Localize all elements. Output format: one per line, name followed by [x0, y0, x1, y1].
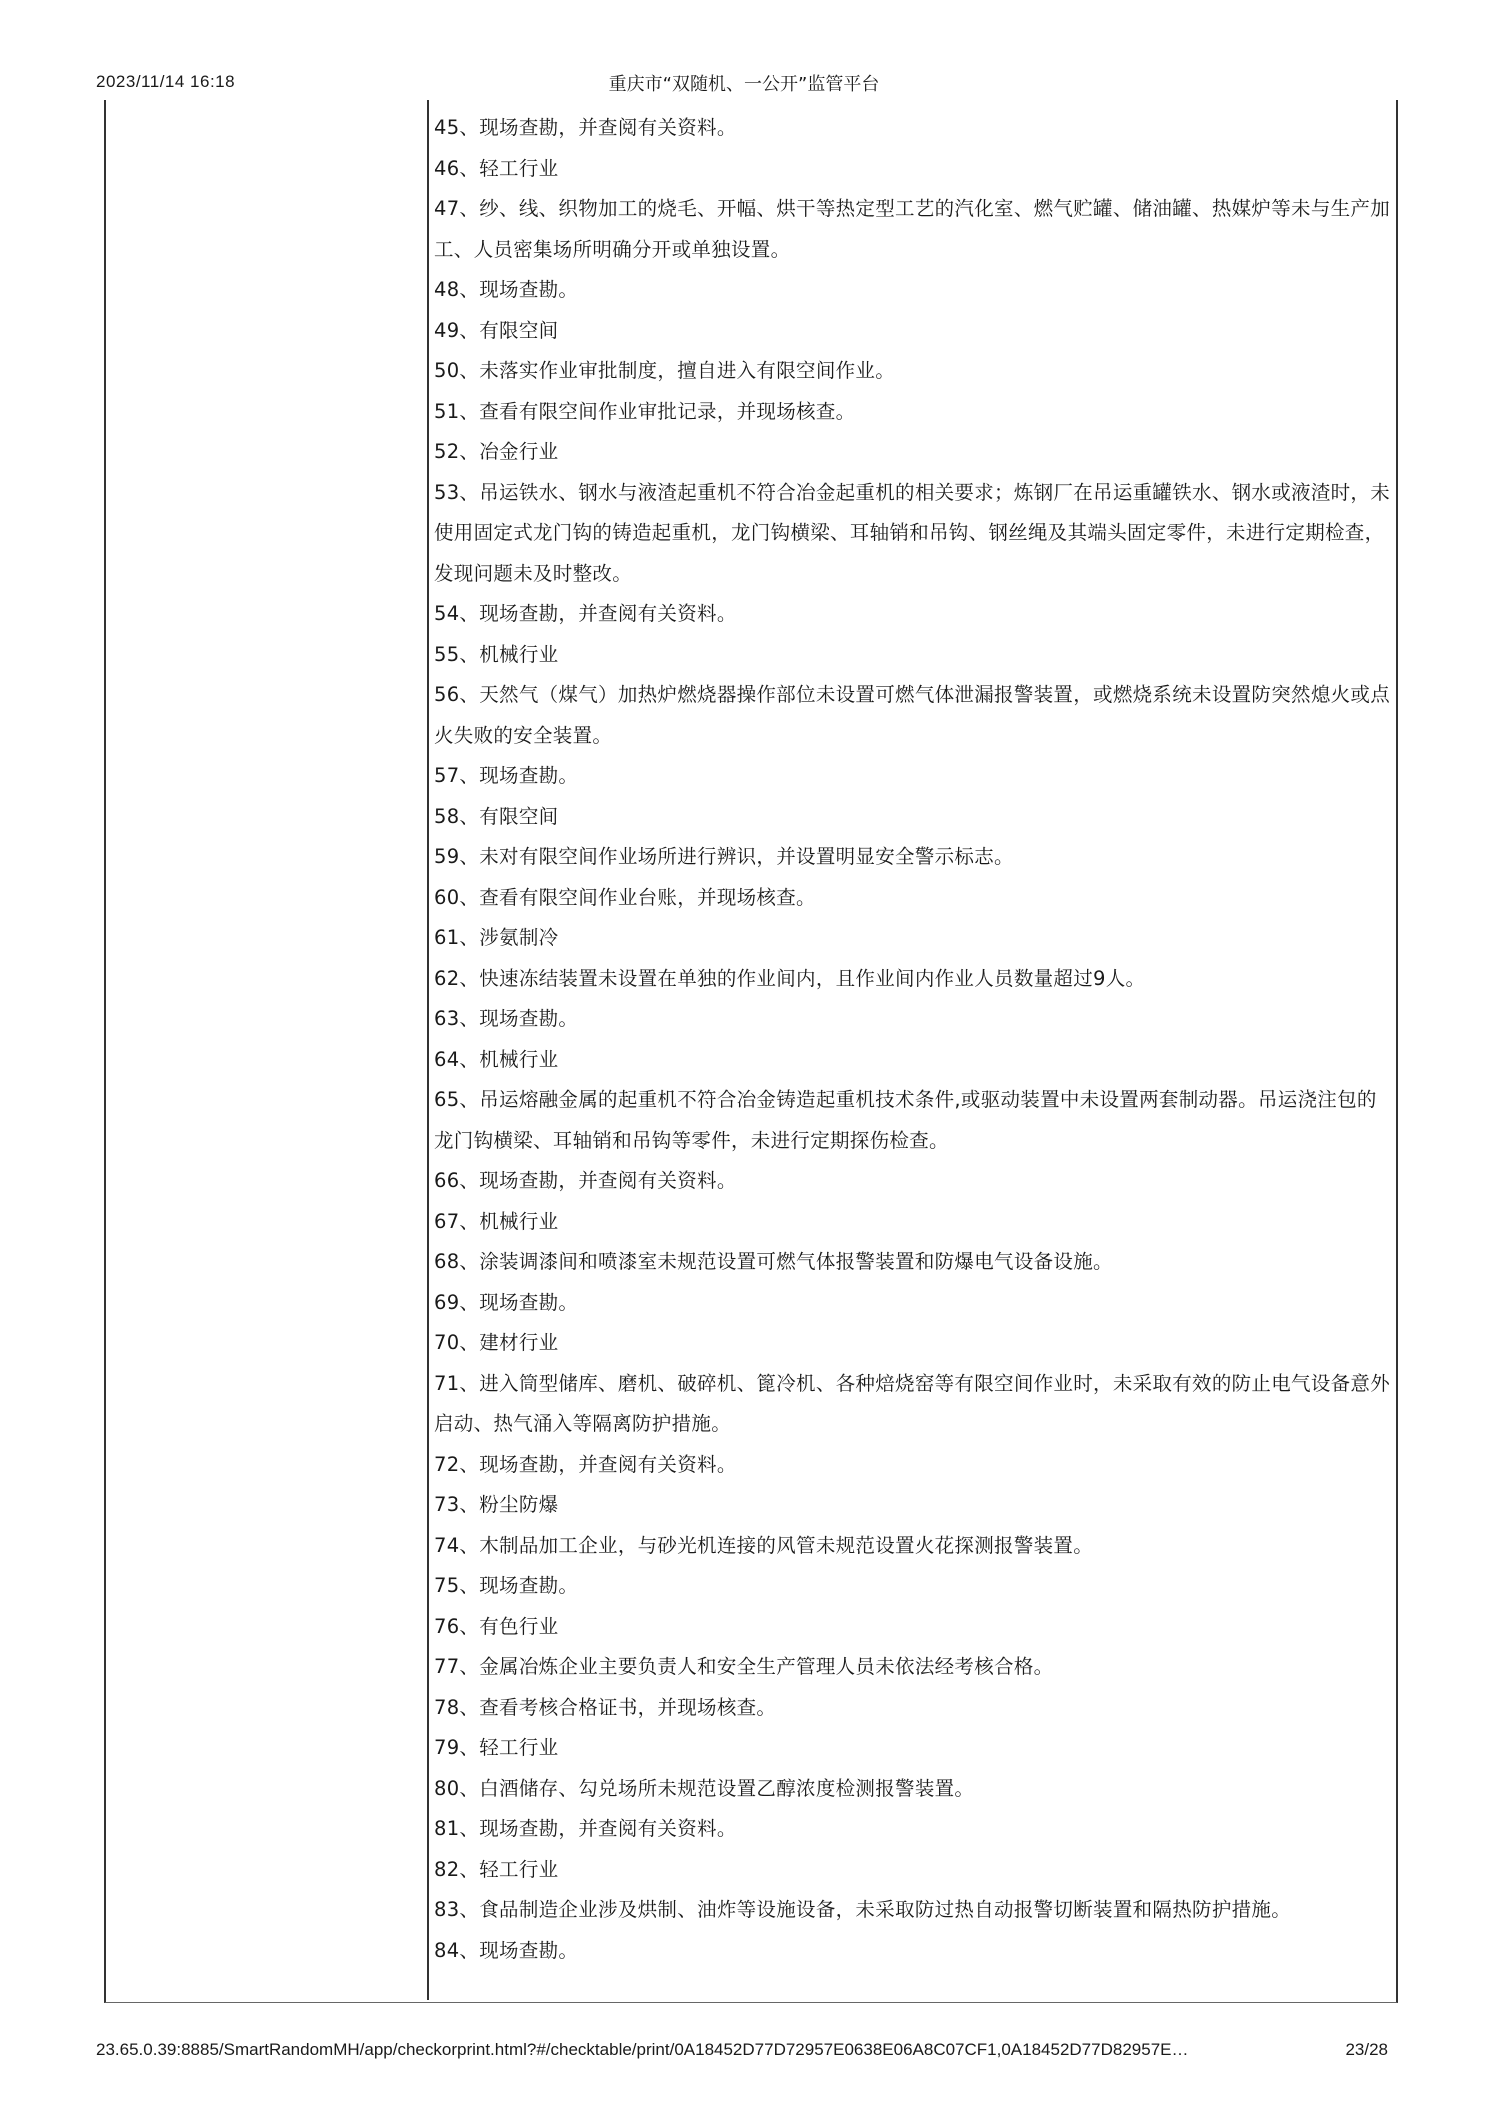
- page-title: 重庆市“双随机、一公开”监管平台: [608, 74, 880, 95]
- list-item: 80、白酒储存、勾兑场所未规范设置乙醇浓度检测报警装置。: [434, 1776, 975, 1800]
- list-item: 62、快速冻结装置未设置在单独的作业间内，且作业间内作业人员数量超过9人。: [434, 966, 1146, 990]
- column-divider: [427, 100, 429, 2000]
- list-item: 53、吊运铁水、钢水与液渣起重机不符合冶金起重机的相关要求；炼钢厂在吊运重罐铁水、钢水或液渣时，未使用固定式龙门钩的铸造起重机，龙门钩横梁、耳轴销和吊钩、钢丝绳及其端头固定零件，未进行定期检查，发现问题未及时整改。: [434, 480, 1391, 585]
- list-item: 45、现场查勘，并查阅有关资料。: [434, 116, 737, 139]
- list-item: 51、查看有限空间作业审批记录，并现场核查。: [434, 399, 856, 423]
- list-item: 84、现场查勘。: [434, 1938, 579, 1962]
- list-item: 79、轻工行业: [434, 1736, 559, 1759]
- check-items-list: [434, 108, 1394, 1971]
- list-item: 81、现场查勘，并查阅有关资料。: [434, 1817, 737, 1840]
- list-item: 68、涂装调漆间和喷漆室未规范设置可燃气体报警装置和防爆电气设备设施。: [434, 1250, 1113, 1273]
- list-item: 60、查看有限空间作业台账，并现场核查。: [434, 885, 816, 909]
- list-item: 57、现场查勘。: [434, 764, 579, 787]
- list-item: 83、食品制造企业涉及烘制、油炸等设施设备，未采取防过热自动报警切断装置和隔热防护措施。: [434, 1898, 1292, 1921]
- list-item: 76、有色行业: [434, 1614, 559, 1638]
- list-item: 59、未对有限空间作业场所进行辨识，并设置明显安全警示标志。: [434, 845, 1014, 868]
- list-item: 50、未落实作业审批制度，擅自进入有限空间作业。: [434, 359, 896, 382]
- list-item: 71、进入筒型储库、磨机、破碎机、篦冷机、各种焙烧窑等有限空间作业时，未采取有效的防止电气设备意外启动、热气涌入等隔离防护措施。: [434, 1371, 1391, 1435]
- list-item: 69、现场查勘。: [434, 1290, 579, 1314]
- list-item: 64、机械行业: [434, 1047, 559, 1071]
- list-item: 52、冶金行业: [434, 440, 559, 463]
- page-number: 23/28: [1345, 2040, 1388, 2059]
- list-item: 55、机械行业: [434, 642, 559, 666]
- list-item: 56、天然气（煤气）加热炉燃烧器操作部位未设置可燃气体泄漏报警装置，或燃烧系统未设置防突然熄火或点火失败的安全装置。: [434, 683, 1391, 747]
- list-item: 54、现场查勘，并查阅有关资料。: [434, 602, 737, 625]
- list-item: 65、吊运熔融金属的起重机不符合冶金铸造起重机技术条件,或驱动装置中未设置两套制动器。吊运浇注包的龙门钩横梁、耳轴销和吊钩等零件，未进行定期探伤检查。: [434, 1088, 1377, 1152]
- list-item: 70、建材行业: [434, 1331, 559, 1354]
- list-item: 74、木制品加工企业，与砂光机连接的风管未规范设置火花探测报警装置。: [434, 1533, 1094, 1557]
- list-item: 78、查看考核合格证书，并现场核查。: [434, 1695, 777, 1719]
- list-item: 49、有限空间: [434, 318, 559, 342]
- list-item: 72、现场查勘，并查阅有关资料。: [434, 1452, 737, 1476]
- print-datetime: 2023/11/14 16:18: [96, 72, 236, 91]
- list-item: 48、现场查勘。: [434, 278, 579, 301]
- list-item: 47、纱、线、织物加工的烧毛、开幅、烘干等热定型工艺的汽化室、燃气贮罐、储油罐、热媒炉等未与生产加工、人员密集场所明确分开或单独设置。: [434, 197, 1391, 261]
- list-item: 66、现场查勘，并查阅有关资料。: [434, 1169, 737, 1192]
- list-item: 58、有限空间: [434, 804, 559, 828]
- page-url: 23.65.0.39:8885/SmartRandomMH/app/checkorprint.html?#/checktable/print/0A18452D77D72957E0638E06A8C07CF1,0A18452D77D82957E…: [96, 2040, 1189, 2059]
- list-item: 73、粉尘防爆: [434, 1493, 559, 1516]
- list-item: 63、现场查勘。: [434, 1007, 579, 1030]
- list-item: 61、涉氨制冷: [434, 926, 559, 949]
- list-item: 46、轻工行业: [434, 156, 559, 180]
- list-item: 67、机械行业: [434, 1209, 559, 1233]
- list-item: 82、轻工行业: [434, 1857, 559, 1881]
- list-item: 77、金属冶炼企业主要负责人和安全生产管理人员未依法经考核合格。: [434, 1655, 1054, 1678]
- list-item: 75、现场查勘。: [434, 1574, 579, 1597]
